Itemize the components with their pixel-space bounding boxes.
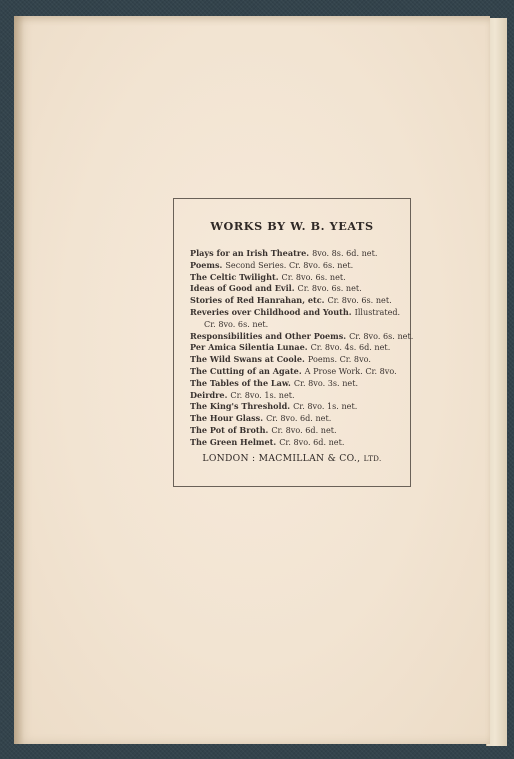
work-details: Cr. 8vo. 6s. net. — [349, 330, 414, 341]
advertisement-box — [173, 198, 414, 487]
work-title: Poems. — [190, 259, 223, 270]
work-item — [190, 390, 408, 402]
work-title: Deirdre. — [190, 389, 228, 400]
work-details: Cr. 8vo. 6s. net. — [327, 295, 392, 306]
work-title: The Wild Swans at Coole. — [190, 354, 305, 365]
work-item — [190, 378, 408, 390]
work-item — [190, 295, 408, 307]
work-details: Second Series. Cr. 8vo. 6s. net. — [225, 259, 354, 270]
work-item — [190, 283, 408, 295]
work-title: The Hour Glass. — [190, 413, 264, 424]
work-item — [190, 354, 408, 366]
work-details: A Prose Work. Cr. 8vo. — [304, 365, 397, 376]
work-details: Cr. 8vo. 6s. net. — [204, 318, 269, 329]
book-page — [14, 16, 490, 744]
work-details: Cr. 8vo. 1s. net. — [293, 401, 358, 412]
page-gutter-shadow — [14, 16, 24, 744]
work-details: Cr. 8vo. 6s. net. — [281, 271, 346, 282]
work-item — [190, 437, 408, 449]
work-item — [190, 330, 414, 343]
work-details: Illustrated. — [354, 306, 401, 317]
work-details: Cr. 8vo. 6d. net. — [279, 436, 345, 447]
works-list — [190, 248, 414, 449]
work-item — [190, 425, 408, 437]
work-details: 8vo. 8s. 6d. net. — [312, 248, 378, 258]
work-title: The Green Helmet. — [190, 436, 277, 447]
publisher-suffix: LTD. — [363, 454, 382, 463]
work-title: Reveries over Childhood and Youth. — [190, 306, 352, 317]
work-item — [190, 401, 408, 413]
work-title: The Cutting of an Agate. — [190, 365, 302, 376]
publisher-name: LONDON : MACMILLAN & CO., — [202, 453, 361, 464]
work-title: The King's Threshold. — [190, 401, 291, 412]
work-details: Cr. 8vo. 6s. net. — [297, 283, 362, 294]
work-item — [190, 248, 408, 260]
work-title: Per Amica Silentia Lunae. — [190, 342, 308, 353]
work-details: Cr. 8vo. 6d. net. — [266, 413, 332, 424]
work-item — [190, 413, 408, 425]
work-title: Responsibilities and Other Poems. — [190, 330, 347, 341]
work-item — [190, 307, 408, 319]
publisher-imprint — [174, 453, 410, 464]
work-details: Cr. 8vo. 1s. net. — [230, 389, 295, 400]
work-details: Cr. 8vo. 6d. net. — [271, 424, 337, 435]
work-details: Cr. 8vo. 4s. 6d. net. — [310, 342, 391, 353]
work-details: Poems. Cr. 8vo. — [307, 354, 371, 365]
work-title: The Tables of the Law. — [190, 377, 291, 388]
work-item — [190, 272, 408, 284]
advertisement-title: WORKS BY W. B. YEATS — [210, 219, 374, 233]
work-title: Ideas of Good and Evil. — [190, 283, 295, 294]
work-title: The Pot of Broth. — [190, 424, 269, 435]
work-title: Stories of Red Hanrahan, etc. — [190, 295, 325, 306]
work-title: Plays for an Irish Theatre. — [190, 248, 310, 258]
work-title: The Celtic Twilight. — [190, 271, 279, 282]
work-item — [190, 342, 408, 354]
work-item — [190, 260, 408, 272]
work-details: Cr. 8vo. 3s. net. — [293, 377, 359, 388]
work-item-continuation — [190, 319, 408, 331]
work-item — [190, 366, 408, 378]
